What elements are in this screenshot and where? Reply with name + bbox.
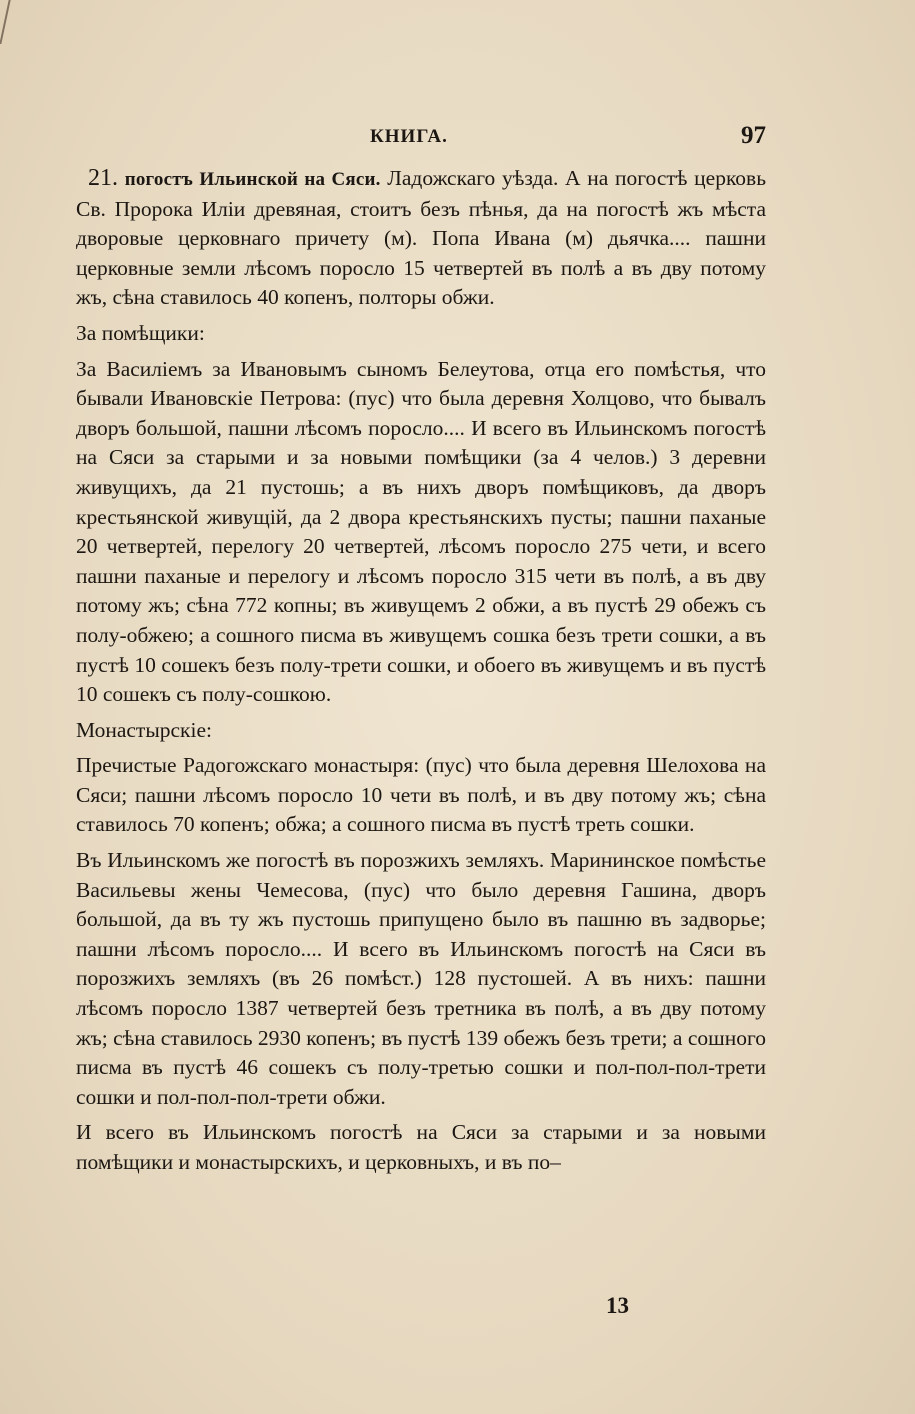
signature-mark: 13 bbox=[606, 1293, 629, 1318]
subheading-landowners: За помѣщики: bbox=[76, 320, 205, 345]
paragraph-21 bbox=[76, 164, 766, 313]
running-head bbox=[76, 122, 766, 156]
paragraph-landowners: За Василіемъ за Ивановымъ сыномъ Белеутова, отца его помѣстья, что бывали Ивановскіе Петрова: (пус) что была деревня Холцово, что бывалъ дворъ большой, пашни лѣсомъ поросло.... И всего въ Ильинскомъ погостѣ на Сяси за старыми и за новыми помѣщики (за 4 челов.) 3 деревни живущихъ, да 21 пустошь; а въ нихъ дворъ помѣщиковъ, да дворъ крестьянской живущій, да 2 двора крестьянскихъ пусты; пашни паханые 20 четвертей, перелогу 20 четвертей, лѣсомъ поросло 275 чети, и всего пашни паханые и перелогу и лѣсомъ поросло 315 чети въ полѣ, а въ дву потому жъ; сѣна 772 копны; въ живущемъ 2 обжи, а въ пустѣ 29 обежъ съ полу-обжею; а сошного писма въ живущемъ сошка безъ трети сошки, а въ пустѣ 10 сошекъ безъ полу-трети сошки, и обоего въ живущемъ и въ пустѣ 10 сошекъ съ полу-сошкою. bbox=[76, 356, 766, 707]
paragraph-text: Ладожскаго уѣзда. А на погостѣ церковь Св. Пророка Иліи древяная, стоитъ безъ пѣнья, да на погостѣ жъ мѣста дворовые церковнаго причету (м). Попа Ивана (м) дьячка.... пашни церковные земли лѣсомъ поросло 15 четвертей въ полѣ а въ дву потому жъ, сѣна ставилось 40 копенъ, полторы обжи. bbox=[76, 166, 767, 310]
corner-pencil-mark bbox=[0, 0, 25, 44]
entry-heading: погостъ Ильинской на Сяси. bbox=[124, 169, 381, 190]
entry-number: 21. bbox=[88, 165, 118, 191]
subheading-monasteries: Монастырскіе: bbox=[76, 717, 212, 742]
body-text bbox=[76, 164, 766, 1178]
paragraph-vacant-lands: Въ Ильинскомъ же погостѣ въ порозжихъ земляхъ. Марининское помѣстье Васильевы жены Чемесова, (пус) что было деревня Гашина, дворъ большой, да въ ту жъ пустошь припущено было въ пашню въ задворье; пашни лѣсомъ поросло.... И всего въ Ильинскомъ погостѣ на Сяси въ порозжихъ земляхъ (въ 26 помѣст.) 128 пустошей. А въ нихъ: пашни лѣсомъ поросло 1387 четвертей безъ третника въ полѣ, а въ дву потому жъ; сѣна ставилось 2930 копенъ; въ пустѣ 139 обежъ безъ трети; а сошного писма въ пустѣ 46 сошекъ съ полу-третью сошки и пол-пол-пол-трети сошки и пол-пол-пол-трети обжи. bbox=[76, 848, 766, 1109]
page-number: 97 bbox=[741, 122, 766, 149]
paragraph-monastery: Пречистые Радогожскаго монастыря: (пус) что была деревня Шелохова на Сяси; пашни лѣсомъ поросло 10 чети въ полѣ, и въ дву потому жъ; сѣна ставилось 70 копенъ; обжа; а сошного писма въ пустѣ треть сошки. bbox=[76, 753, 766, 837]
running-title: КНИГА. bbox=[370, 126, 448, 147]
paragraph-totals: И всего въ Ильинскомъ погостѣ на Сяси за старыми и за новыми помѣщики и монастырскихъ, и церковныхъ, и въ по– bbox=[76, 1120, 766, 1174]
